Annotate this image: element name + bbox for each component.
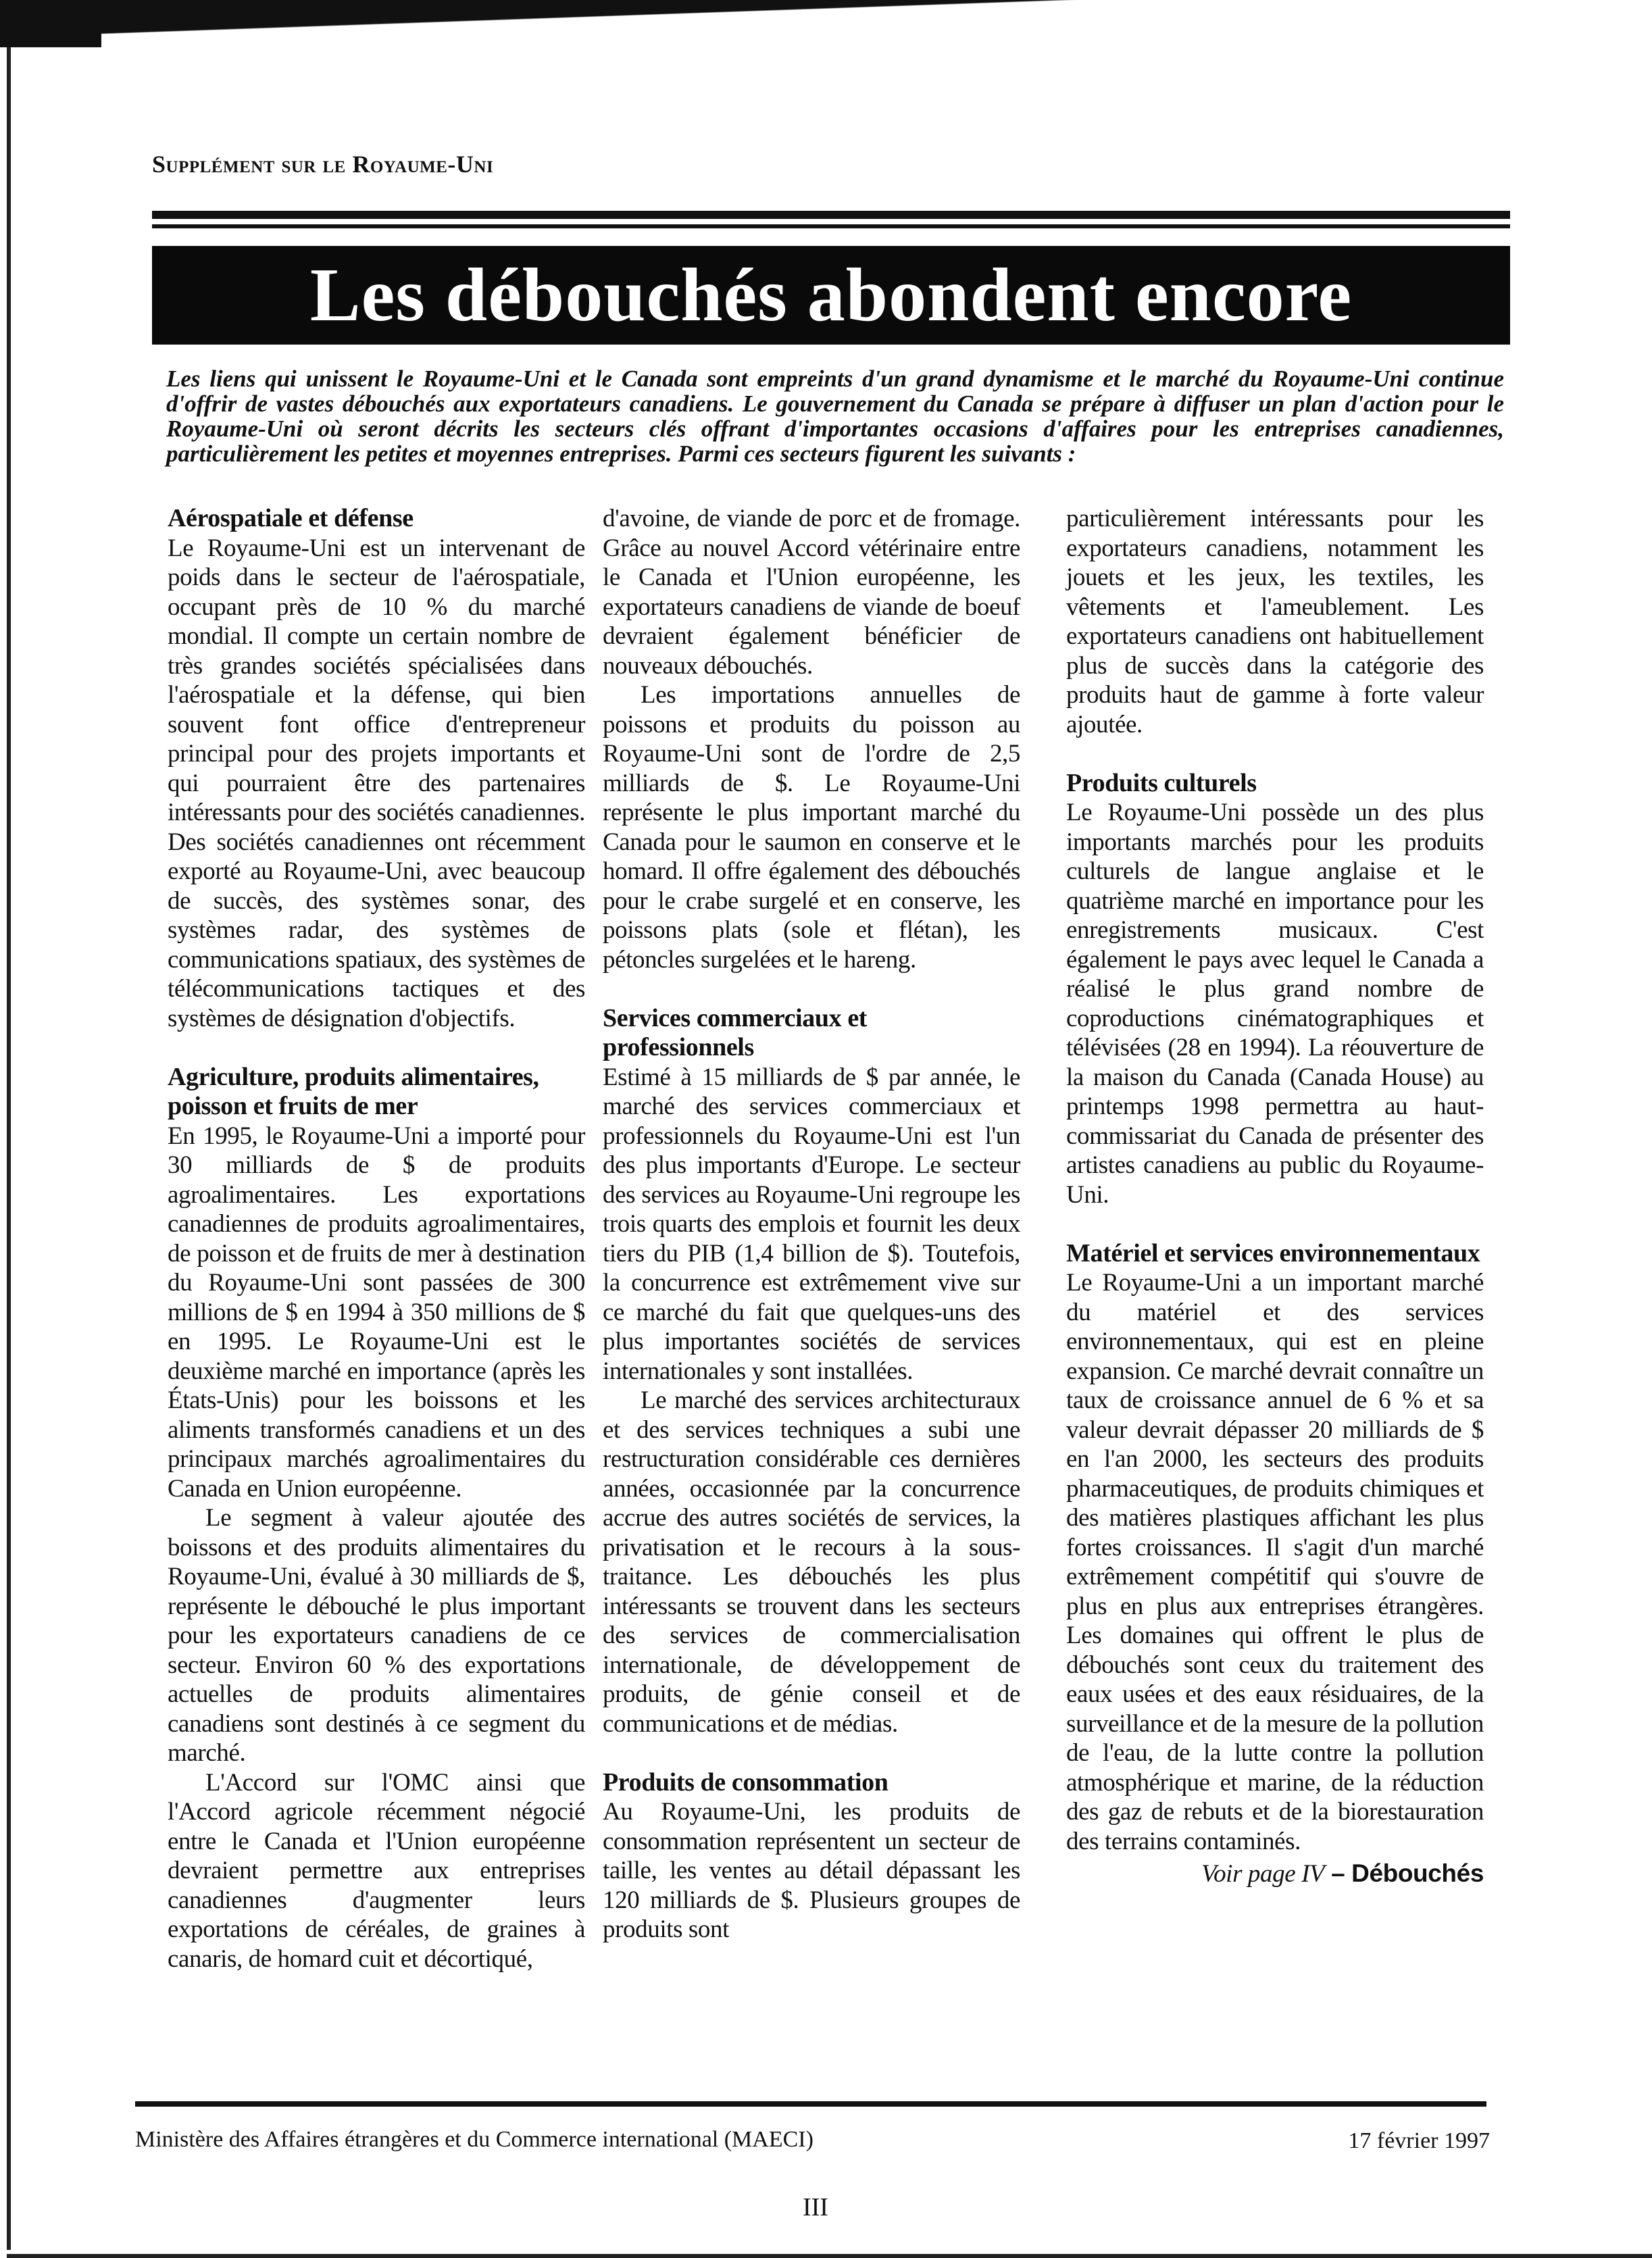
article-column-1 [168, 504, 585, 1974]
section-heading: Produits culturels [1066, 768, 1257, 797]
footer-rule [135, 2101, 1486, 2107]
title-banner [152, 246, 1510, 345]
page-number: III [803, 2193, 828, 2222]
body-paragraph: Estimé à 15 milliards de $ par année, le marché des services commerciaux et professionnels du Royaume-Uni est l'un des plus importants d'Europe. Le secteur des services au Royaume-Uni regroupe les trois quarts des emplois et fournit les deux tiers du PIB (1,4 billion de $). Toutefois, la concurrence est extrêmement vive sur ce marché du fait que quelques-uns des plus importantes sociétés de services internationales y sont installées. [603, 1063, 1020, 1385]
continuation-note [1066, 1859, 1484, 1889]
scan-edge-left [7, 47, 11, 2250]
continuation-see: Voir page IV [1201, 1860, 1325, 1888]
section-heading: Agriculture, produits alimentaires, poisson et fruits de mer [168, 1062, 539, 1120]
body-paragraph: L'Accord sur l'OMC ainsi que l'Accord agricole récemment négocié entre le Canada et l'Union européenne devraient permettre aux entreprises canadiennes d'augmenter leurs exportations de céréales, de graines à canaris, de homard cuit et décortiqué, [168, 1768, 585, 1973]
section-heading: Aérospatiale et défense [168, 504, 414, 532]
page-title: Les débouchés abondent encore [309, 253, 1353, 337]
continuation-target: Débouchés [1351, 1859, 1484, 1887]
article-column-2 [603, 504, 1020, 1945]
section-heading: Matériel et services environnementaux [1066, 1238, 1480, 1268]
body-paragraph: Le segment à valeur ajoutée des boissons et des produits alimentaires du Royaume-Uni, évalué à 30 milliards de $, représente le débouché le plus important pour les exportateurs canadiens de ce secteur. Environ 60 % des exportations actuelles de produits alimentaires canadiens sont destinés à ce segment du marché. [168, 1504, 585, 1767]
scan-corner [0, 0, 101, 47]
header-rule-thick [152, 211, 1510, 219]
body-paragraph: d'avoine, de viande de porc et de fromage. Grâce au nouvel Accord vétérinaire entre le Canada et l'Union européenne, les exportateurs canadiens de viande de boeuf devraient également bénéficier de nouveaux débouchés. [603, 505, 1020, 680]
scan-edge-bottom [7, 2254, 1652, 2258]
section-heading: Services commerciaux et professionnels [603, 1003, 868, 1061]
footer-date: 17 février 1997 [1348, 2128, 1490, 2153]
body-paragraph: Le Royaume-Uni possède un des plus importants marchés pour les produits culturels de langue anglaise et le quatrième marché en importance pour les enregistrements musicaux. C'est également le pays avec lequel le Canada a réalisé le plus grand nombre de coproductions cinématographiques et télévisées (28 en 1994). La réouverture de la maison du Canada (Canada House) au printemps 1998 permettra au haut-commissariat du Canada de présenter des artistes canadiens au public du Royaume-Uni. [1066, 799, 1484, 1209]
body-paragraph: particulièrement intéressants pour les exportateurs canadiens, notamment les jouets et les jeux, les textiles, les vêtements et l'ameublement. Les exportateurs canadiens ont habituellement plus de succès dans la catégorie des produits haut de gamme à forte valeur ajoutée. [1066, 505, 1484, 738]
section-heading: Produits de consommation [603, 1767, 888, 1797]
section-kicker: Supplément sur le Royaume-Uni [152, 151, 494, 178]
article-column-3 [1066, 504, 1484, 1889]
scan-edge-top [0, 0, 1652, 47]
continuation-dash: – [1324, 1859, 1352, 1887]
footer-publisher: Ministère des Affaires étrangères et du Commerce international (MAECI) [135, 2127, 814, 2152]
body-paragraph: En 1995, le Royaume-Uni a importé pour 30 milliards de $ de produits agroalimentaires. Les exportations canadiennes de produits agroalimentaires, de poisson et de fruits de mer à destination du Royaume-Uni sont passées de 300 millions de $ en 1994 à 350 millions de $ en 1995. Le Royaume-Uni est le deuxième marché en importance (après les États-Unis) pour les boissons et les aliments transformés canadiens et un des principaux marchés agroalimentaires du Canada en Union européenne. [168, 1122, 585, 1503]
body-paragraph: Les importations annuelles de poissons et produits du poisson au Royaume-Uni sont de l'ordre de 2,5 milliards de $. Le Royaume-Uni représente le plus important marché du Canada pour le saumon en conserve et le homard. Il offre également des débouchés pour le crabe surgelé et en conserve, les poissons plats (sole et flétan), les pétoncles surgelées et le hareng. [603, 681, 1020, 974]
intro-paragraph: Les liens qui unissent le Royaume-Uni et le Canada sont empreints d'un grand dynamisme et le marché du Royaume-Uni continue d'offrir de vastes débouchés aux exportateurs canadiens. Le gouvernement du Canada se prépare à diffuser un plan d'action pour le Royaume-Uni où seront décrits les secteurs clés offrant d'importantes occasions d'affaires pour les entreprises canadiennes, particulièrement les petites et moyennes entreprises. Parmi ces secteurs figurent les suivants : [166, 366, 1504, 467]
header-rule-thin [152, 224, 1510, 228]
body-paragraph: Le Royaume-Uni est un intervenant de poids dans le secteur de l'aérospatiale, occupant près de 10 % du marché mondial. Il compte un certain nombre de très grandes sociétés spécialisées dans l'aérospatiale et la défense, qui bien souvent font office d'entrepreneur principal pour des projets importants et qui pourraient être des partenaires intéressants pour des sociétés canadiennes. Des sociétés canadiennes ont récemment exporté au Royaume-Uni, avec beaucoup de succès, des systèmes sonar, des systèmes radar, des systèmes de communications spatiaux, des systèmes de télécommunications tactiques et des systèmes de désignation d'objectifs. [168, 534, 585, 1032]
body-paragraph: Au Royaume-Uni, les produits de consommation représentent un secteur de taille, les ventes au détail dépassant les 120 milliards de $. Plusieurs groupes de produits sont [603, 1798, 1020, 1943]
body-paragraph: Le Royaume-Uni a un important marché du matériel et des services environnementaux, qui est en pleine expansion. Ce marché devrait connaître un taux de croissance annuel de 6 % et sa valeur devrait dépasser 20 milliards de $ en l'an 2000, les secteurs des produits pharmaceutiques, de produits chimiques et des matières plastiques affichant les plus fortes croissances. Il s'agit d'un marché extrêmement compétitif qui s'ouvre de plus en plus aux entreprises étrangères. Les domaines qui offrent le plus de débouchés sont ceux du traitement des eaux usées et des eaux résiduaires, de la surveillance et de la mesure de la pollution de l'eau, de la lutte contre la pollution atmosphérique et marine, de la réduction des gaz de rebuts et de la biorestauration des terrains contaminés. [1066, 1269, 1484, 1855]
body-paragraph: Le marché des services architecturaux et des services techniques a subi une restructuration considérable ces dernières années, occasionnée par la concurrence accrue des autres sociétés de services, la privatisation et le recours à la sous-traitance. Les débouchés les plus intéressants se trouvent dans les secteurs des services de commercialisation internationale, de développement de produits, de génie conseil et de communications et de médias. [603, 1386, 1020, 1738]
